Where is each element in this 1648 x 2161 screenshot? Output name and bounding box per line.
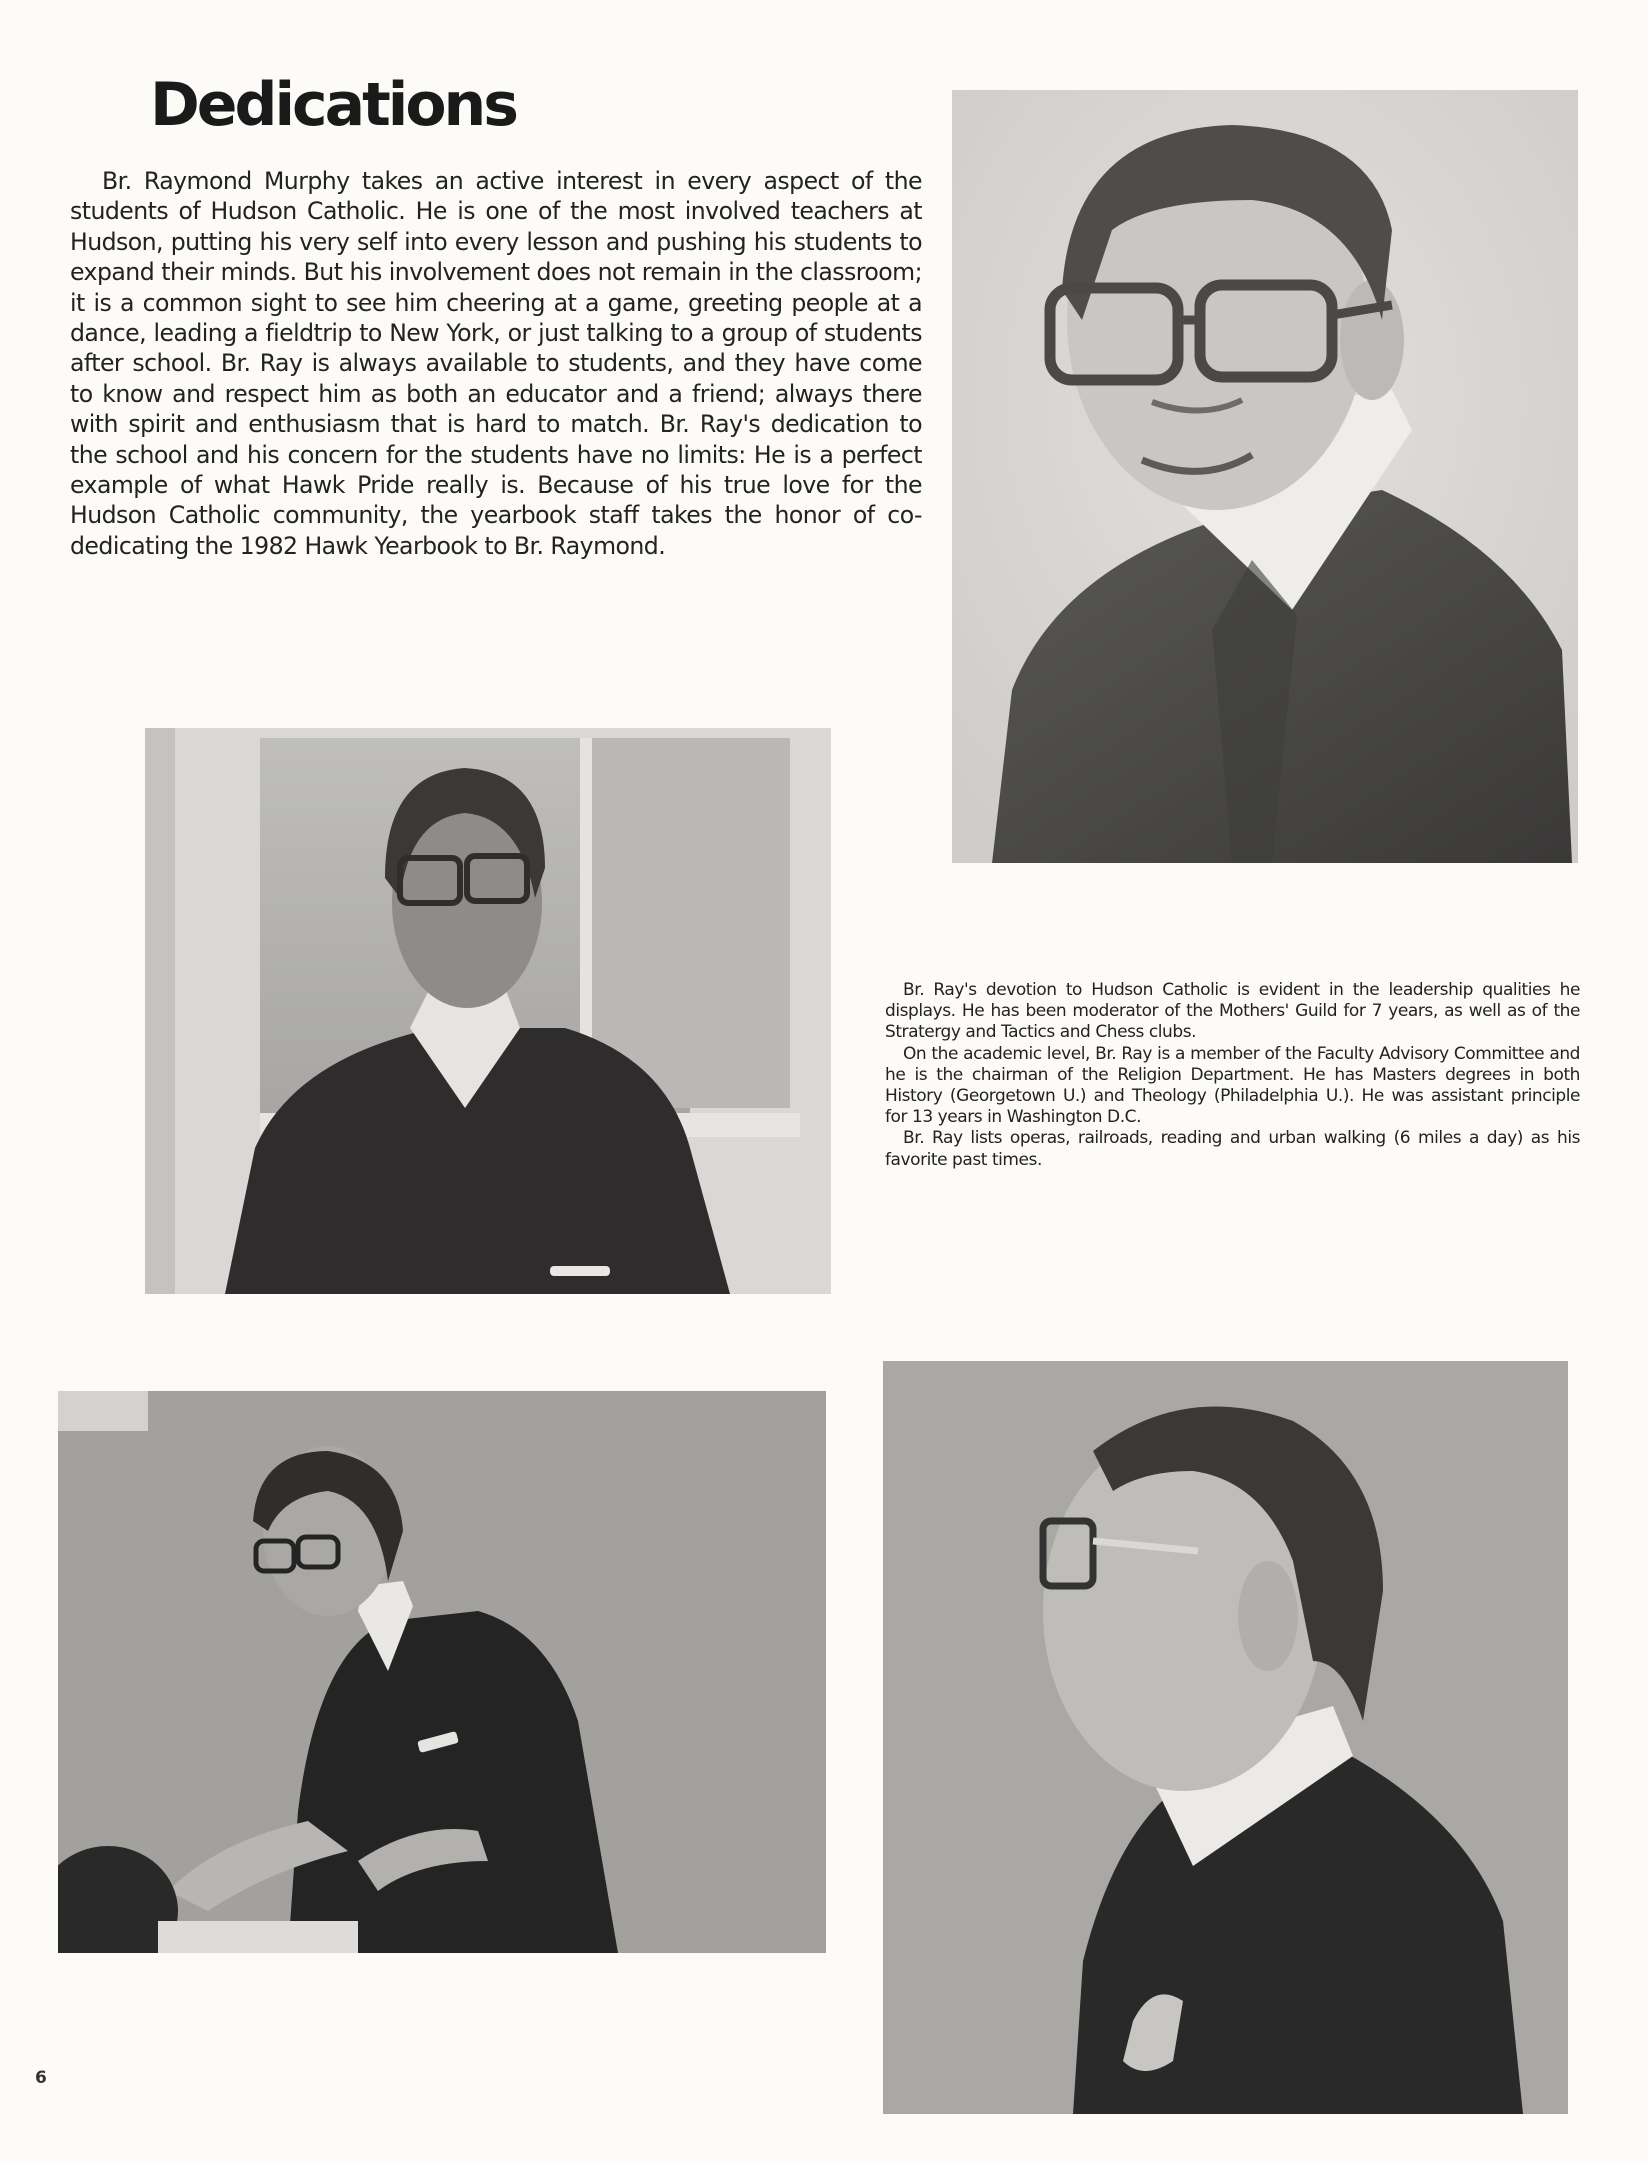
caption-paragraph: Br. Ray's devotion to Hudson Catholic is evident in the leadership qualities he displays. He has been moderator of the Mothers' Guild for 7 years, as well as of the Stratergy and Tactics and Chess clubs. [885, 980, 1580, 1043]
page-title: Dedications [150, 70, 516, 140]
window-photo [145, 728, 831, 1294]
profile-photo-illustration [883, 1361, 1568, 2114]
portrait-photo-illustration [952, 90, 1578, 863]
window-photo-illustration [145, 728, 831, 1294]
leaning-photo-illustration [58, 1391, 826, 1953]
caption-text-block [885, 980, 1580, 1171]
page-number: 6 [35, 2068, 47, 2088]
dedication-body-text: Br. Raymond Murphy takes an active interest in every aspect of the students of Hudson Catholic. He is one of the most involved teachers at Hudson, putting his very self into every lesson and pushing his students to expand their minds. But his involvement does not remain in the classroom; it is a common sight to see him cheering at a game, greeting people at a dance, leading a fieldtrip to New York, or just talking to a group of students after school. Br. Ray is always available to students, and they have come to know and respect him as both an educator and a friend; always there with spirit and enthusiasm that is hard to match. Br. Ray's dedication to the school and his concern for the students have no limits: He is a perfect example of what Hawk Pride really is. Because of his true love for the Hudson Catholic community, the yearbook staff takes the honor of co-dedicating the 1982 Hawk Yearbook to Br. Raymond. [70, 167, 922, 560]
profile-photo [883, 1361, 1568, 2114]
caption-paragraph: Br. Ray lists operas, railroads, reading and urban walking (6 miles a day) as his favorite past times. [885, 1128, 1580, 1170]
caption-paragraph: On the academic level, Br. Ray is a member of the Faculty Advisory Committee and he is the chairman of the Religion Department. He has Masters degrees in both History (Georgetown U.) and Theology (Philadelphia U.). He was assistant principle for 13 years in Washington D.C. [885, 1043, 1580, 1128]
leaning-photo [58, 1391, 826, 1953]
portrait-photo [952, 90, 1578, 863]
